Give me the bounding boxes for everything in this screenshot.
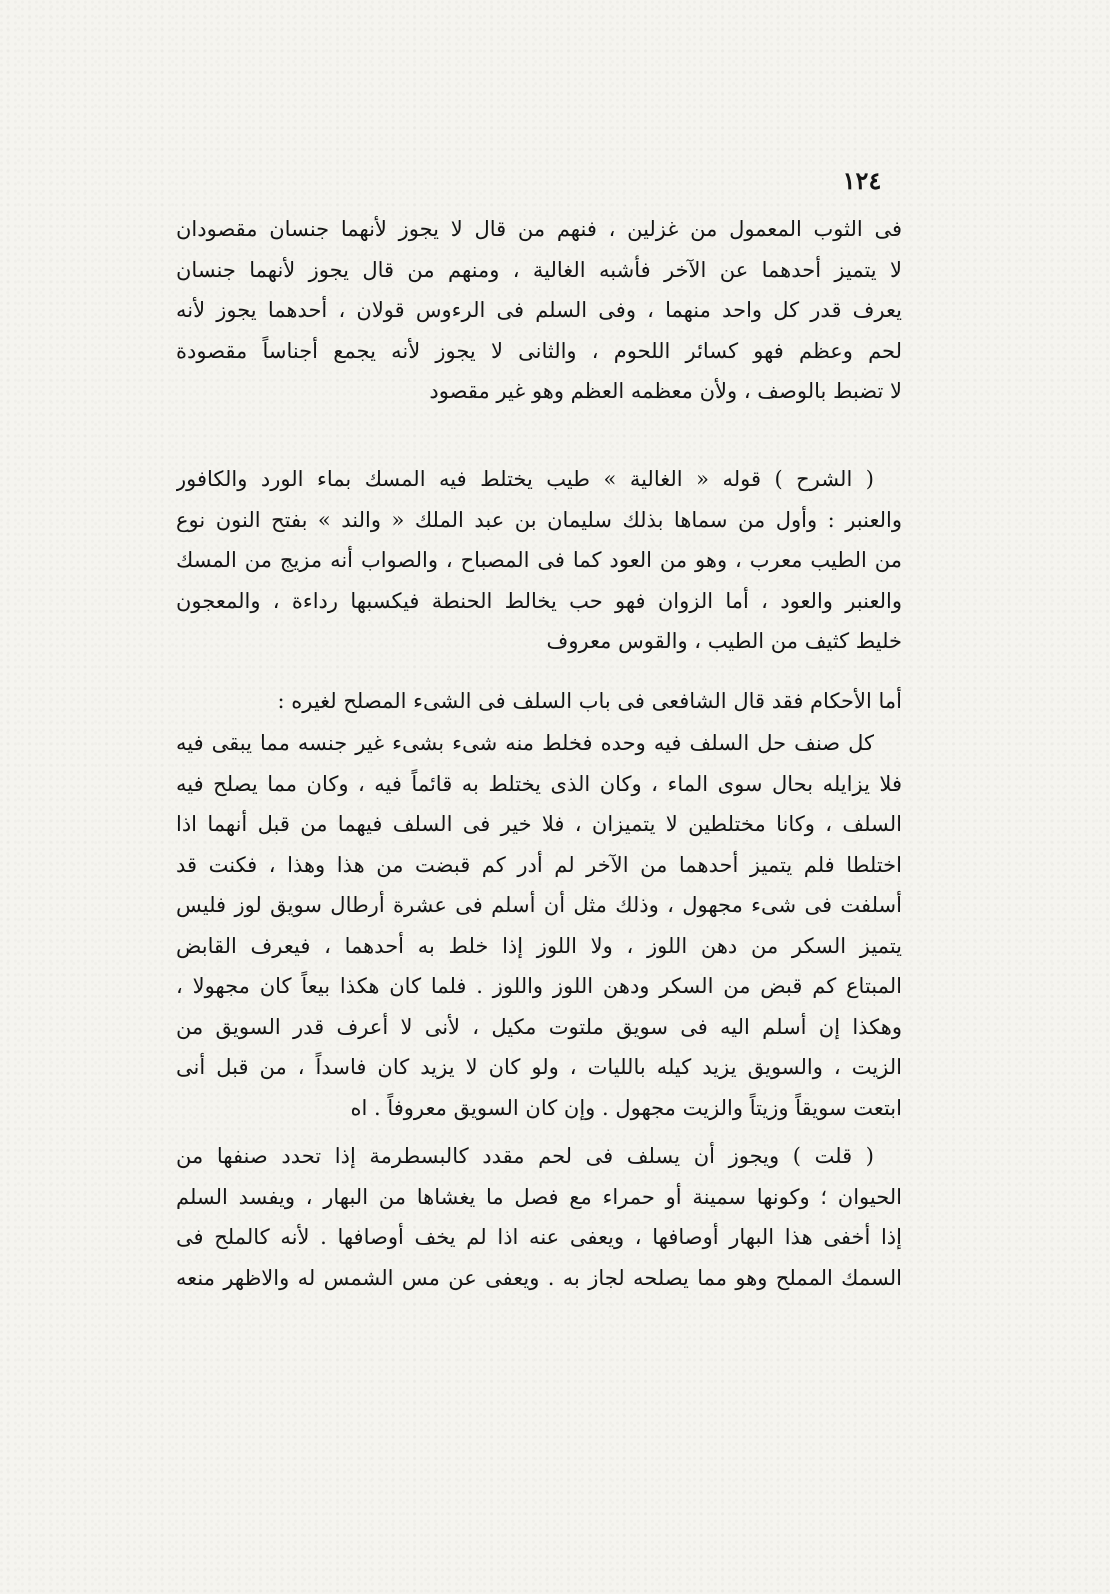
text-line: السلف ، وكانا مختلطين لا يتميزان ، فلا خير فى السلف فيهما من قبل أنهما اذا <box>176 812 902 836</box>
text-line: أما الأحكام فقد قال الشافعى فى باب السلف فى الشىء المصلح لغيره : <box>277 689 902 713</box>
text-line: كل صنف حل السلف فيه وحده فخلط منه شىء بشىء غير جنسه مما يبقى فيه <box>176 731 874 755</box>
text-line: فلا يزايله بحال سوى الماء ، وكان الذى يختلط به قائماً فيه ، وكان مما يصلح فيه <box>176 771 902 796</box>
paragraph-3-ahkam <box>176 681 902 722</box>
text-line: خليط كثيف من الطيب ، والقوس معروف <box>546 629 902 653</box>
text-line: يعرف قدر كل واحد منهما ، وفى السلم فى الرءوس قولان ، أحدهما يجوز لأنه <box>176 298 902 322</box>
paragraph-5-qultu <box>176 1136 902 1298</box>
text-line: ( قلت ) ويجوز أن يسلف فى لحم مقدد كالبسطرمة إذا تحدد صنفها من <box>176 1144 874 1168</box>
text-line: لحم وعظم فهو كسائر اللحوم ، والثانى لا يجوز لأنه يجمع أجناساً مقصودة <box>176 338 902 363</box>
text-line: لا يتميز أحدهما عن الآخر فأشبه الغالية ، ومنهم من قال يجوز لأنهما جنسان <box>176 257 902 282</box>
text-line: اختلطا فلم يتميز أحدهما من الآخر لم أدر كم قبضت من هذا وهذا ، فكنت قد <box>176 852 902 877</box>
text-line: لا تضبط بالوصف ، ولأن معظمه العظم وهو غير مقصود <box>429 379 902 403</box>
text-line: من الطيب معرب ، وهو من العود كما فى المصباح ، والصواب أنه مزيج من المسك <box>176 548 902 572</box>
text-line: إذا أخفى هذا البهار أوصافها ، ويعفى عنه اذا لم يخف أوصافها . لأنه كالملح فى <box>176 1225 902 1249</box>
paragraph-2-commentary <box>176 459 902 662</box>
text-line: وهكذا إن أسلم اليه فى سويق ملتوت مكيل ، لأنى لا أعرف قدر السويق من <box>176 1014 902 1039</box>
text-line: ( الشرح ) قوله « الغالية » طيب يختلط فيه المسك بماء الورد والكافور <box>176 467 874 491</box>
text-line: ابتعت سويقاً وزيتاً والزيت مجهول . وإن كان السويق معروفاً . اه <box>350 1095 902 1120</box>
paragraph-4-shafii-quote <box>176 723 902 1128</box>
text-line: الزيت ، والسويق يزيد كيله بالليات ، ولو كان لا يزيد كان فاسداً ، من قبل أنى <box>176 1055 902 1079</box>
text-line: أسلفت فى شىء مجهول ، وذلك مثل أن أسلم فى عشرة أرطال سويق لوز فليس <box>176 893 902 917</box>
paragraph-1 <box>176 209 902 412</box>
text-line: السمك المملح وهو مما يصلحه لجاز به . ويعفى عن مس الشمس له والاظهر منعه <box>176 1265 902 1290</box>
text-line: والعنبر : وأول من سماها بذلك سليمان بن عبد الملك « والند » بفتح النون نوع <box>176 507 902 532</box>
text-line: والعنبر والعود ، أما الزوان فهو حب يخالط الحنطة فيكسبها رداءة ، والمعجون <box>176 588 902 613</box>
text-line: يتميز السكر من دهن اللوز ، ولا اللوز إذا خلط به أحدهما ، فيعرف القابض <box>176 933 902 958</box>
page-number: ١٢٤ <box>842 166 882 195</box>
text-line: المبتاع كم قبض من السكر ودهن اللوز واللوز . فلما كان هكذا بيعاً كان مجهولا ، <box>176 974 902 998</box>
text-line: فى الثوب المعمول من غزلين ، فنهم من قال لا يجوز لأنهما جنسان مقصودان <box>176 217 902 241</box>
text-line: الحيوان ؛ وكونها سمينة أو حمراء مع فصل ما يغشاها من البهار ، ويفسد السلم <box>176 1184 902 1209</box>
